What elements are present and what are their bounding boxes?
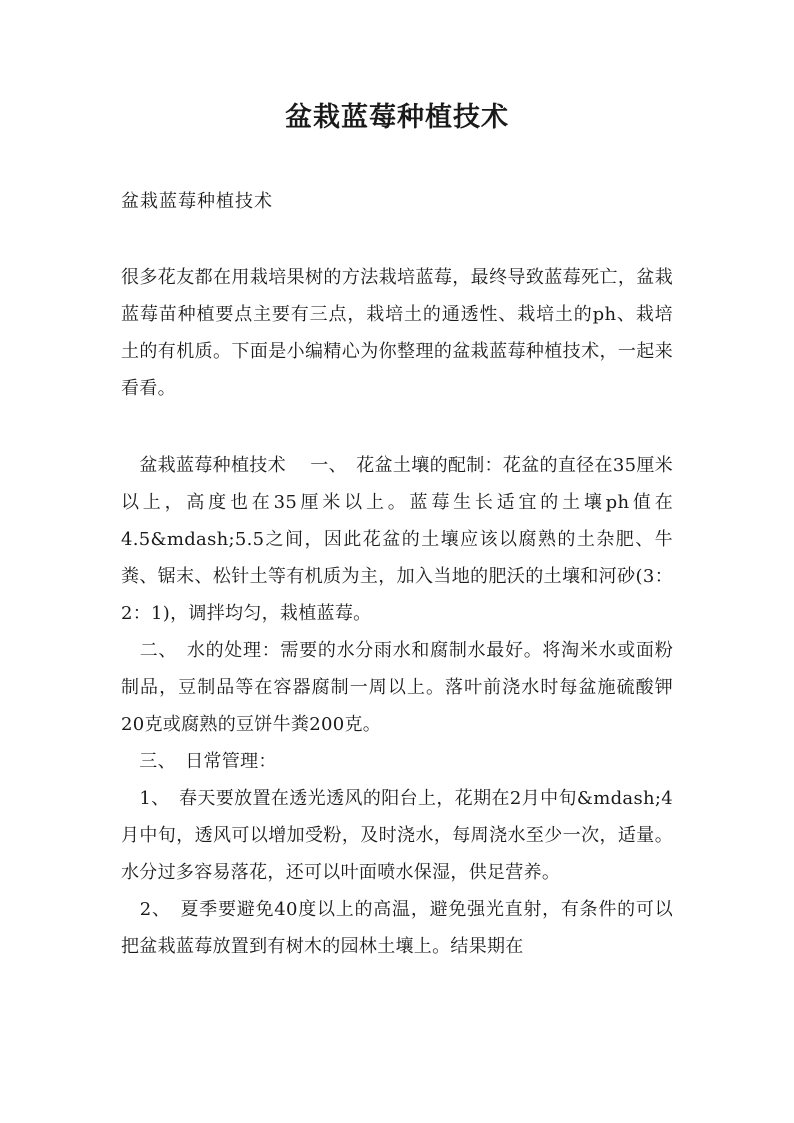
paragraph-spring: 1、 春天要放置在透光透风的阳台上，花期在2月中旬&mdash;4月中旬，透风可以增加受粉，及时浇水，每周浇水至少一次，适量。水分过多容易落花，还可以叶面喷水保湿，供足营养。 [121,788,673,883]
document-title: 盆栽蓝莓种植技术 [285,102,509,133]
paragraph-water: 二、 水的处理：需要的水分雨水和腐制水最好。将淘米水或面粉制品，豆制品等在容器腐制一周以上。落叶前浇水时每盆施硫酸钾20克或腐熟的豆饼牛粪200克。 [121,640,673,735]
document-subtitle: 盆栽蓝莓种植技术 [121,191,273,212]
paragraph-summer: 2、 夏季要避免40度以上的高温，避免强光直射，有条件的可以把盆栽蓝莓放置到有树木的园林土壤上。结果期在 [121,899,673,957]
paragraph-soil: 盆栽蓝莓种植技术 一、 花盆土壤的配制：花盆的直径在35厘米以上，高度也在35厘米以上。蓝莓生长适宜的土壤ph值在4.5&mdash;5.5之间，因此花盆的土壤应该以腐熟的土杂肥、牛粪、锯末、松针土等有机质为主，加入当地的肥沃的土壤和河砂(3：2：1)，调拌均匀，栽植蓝莓。 [121,455,673,624]
body-section [121,447,673,965]
paragraph-daily-management: 三、 日常管理： [121,751,277,772]
intro-section [121,259,673,407]
intro-paragraph: 很多花友都在用栽培果树的方法栽培蓝莓，最终导致蓝莓死亡，盆栽蓝莓苗种植要点主要有三点，栽培土的通透性、栽培土的ph、栽培土的有机质。下面是小编精心为你整理的盆栽蓝莓种植技术，一起来看看。 [121,267,673,399]
